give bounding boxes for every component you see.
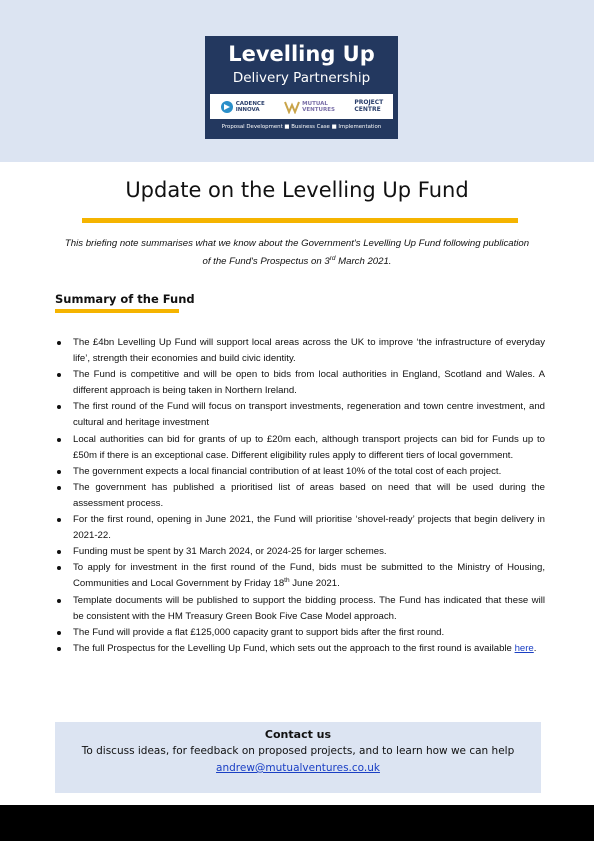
deadline-part2: June 2021.	[289, 578, 340, 590]
intro-part1: This briefing note summarises what we know about the Government's Levelling Up Fund following publication of the Fund's Prospectus on 3	[64, 238, 530, 268]
intro-sup: rd	[329, 255, 336, 262]
bullet-icon	[57, 438, 61, 442]
logo-tagline: Proposal Development ■ Business Case ■ Implementation	[221, 124, 382, 130]
list-item	[55, 367, 545, 399]
list-item	[55, 641, 545, 657]
bullet-icon	[57, 647, 61, 651]
partner-line1: CADENCE	[235, 100, 265, 107]
prospectus-tail: .	[533, 642, 537, 654]
bullet-icon	[57, 486, 61, 490]
list-item-text: Funding must be spent by 31 March 2024, or 2024-25 for larger schemes.	[73, 546, 387, 558]
partner-logos	[210, 94, 393, 119]
list-item	[55, 544, 545, 560]
contact-email-row	[55, 762, 541, 774]
list-item-text: Template documents will be published to support the bidding process. The Fund has indicated that these will be consistent with the HM Treasury Green Book Five Case Model approach.	[73, 594, 545, 622]
list-item-text: The government expects a local financial contribution of at least 10% of the total cost of each project.	[73, 465, 502, 477]
prospectus-link[interactable]: here	[514, 642, 534, 654]
bullet-icon	[57, 405, 61, 409]
prospectus-text: The full Prospectus for the Levelling Up Fund, which sets out the approach to the first round is available	[73, 642, 515, 654]
partner-mutual-ventures	[284, 100, 335, 114]
header-band	[0, 0, 594, 162]
list-item-text: The Fund is competitive and will be open to bids from local authorities in England, Scotland and Wales. A different approach is being taken in Northern Ireland.	[73, 369, 545, 397]
section-heading: Summary of the Fund	[55, 292, 195, 306]
partner-line2: CENTRE	[354, 105, 381, 113]
partner-line1: PROJECT	[354, 99, 384, 106]
list-item	[55, 432, 545, 464]
bullet-icon	[57, 550, 61, 554]
bullet-icon	[57, 341, 61, 345]
partner-cadence	[220, 100, 265, 114]
list-item	[55, 480, 545, 512]
partner-line2: VENTURES	[302, 106, 335, 113]
list-item-text: For the first round, opening in June 2021, the Fund will prioritise ‘shovel-ready’ projects that begin delivery in 2021-22.	[73, 514, 545, 542]
deadline-sup: th	[284, 577, 290, 585]
list-item	[55, 625, 545, 641]
cadence-logo-icon	[220, 100, 234, 114]
intro-part2: March 2021.	[335, 256, 392, 268]
bottom-bar	[0, 805, 594, 841]
contact-email-link[interactable]: andrew@mutualventures.co.uk	[216, 762, 380, 774]
list-item-text: Local authorities can bid for grants of up to £20m each, although transport projects can bid for Funds up to £50m if there is an exceptional case. Different eligibility rules apply to different tiers of local government.	[73, 433, 545, 461]
list-item	[55, 335, 545, 367]
logo-subtitle: Delivery Partnership	[232, 70, 371, 86]
list-item	[55, 464, 545, 480]
partner-line1: MUTUAL	[302, 100, 328, 107]
list-item-text: The government has published a prioritised list of areas based on need that will be used during the assessment process.	[73, 481, 545, 509]
page-title: Update on the Levelling Up Fund	[125, 178, 469, 202]
levelling-up-logo	[205, 36, 398, 139]
bullet-icon	[57, 566, 61, 570]
title-underline	[82, 218, 518, 223]
mutual-ventures-logo-icon	[284, 100, 300, 114]
list-item	[55, 593, 545, 625]
contact-text: To discuss ideas, for feedback on proposed projects, and to learn how we can help	[81, 745, 515, 757]
list-item-text: The £4bn Levelling Up Fund will support local areas across the UK to improve ‘the infrastructure of everyday life’, strength their economies and build civic identity.	[73, 337, 545, 365]
intro-text	[62, 236, 532, 269]
contact-box	[55, 722, 541, 793]
bullet-icon	[57, 518, 61, 522]
partner-project-centre	[354, 100, 383, 113]
list-item	[55, 399, 545, 431]
contact-title: Contact us	[264, 728, 332, 741]
list-item	[55, 560, 545, 592]
bullet-icon	[57, 373, 61, 377]
bullet-icon	[57, 470, 61, 474]
summary-list	[55, 335, 545, 657]
list-item-text: The Fund will provide a flat £125,000 capacity grant to support bids after the first round.	[73, 626, 445, 638]
deadline-part1: To apply for investment in the first round of the Fund, bids must be submitted to the Ministry of Housing, Communities and Local Government by Friday 18	[73, 562, 545, 590]
list-item-text: The first round of the Fund will focus on transport investments, regeneration and town centre investment, and cultural and heritage investment	[73, 401, 545, 429]
partner-line2: INNOVA	[235, 106, 260, 113]
list-item	[55, 512, 545, 544]
logo-title: Levelling Up	[228, 42, 375, 66]
bullet-icon	[57, 599, 61, 603]
bullet-icon	[57, 631, 61, 635]
section-underline	[55, 309, 179, 313]
